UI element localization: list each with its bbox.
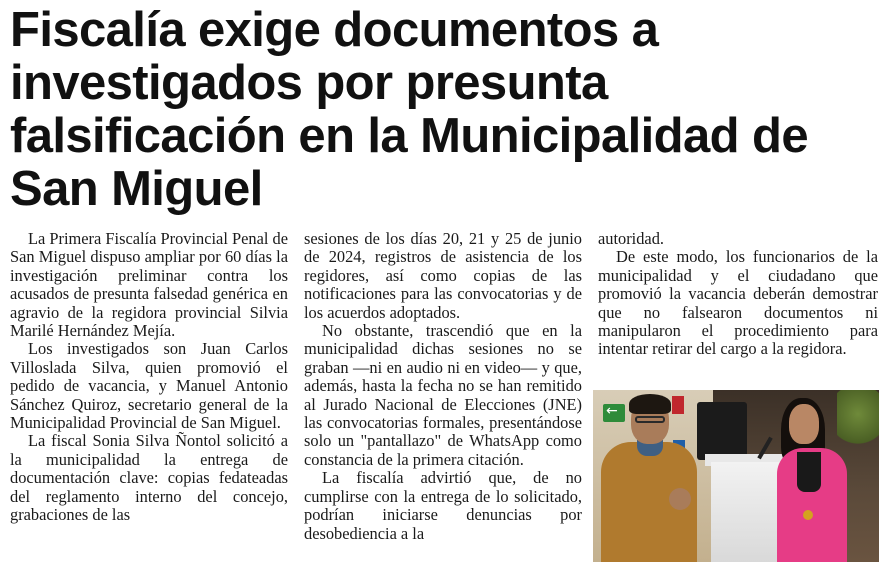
paragraph: No obstante, trascendió que en la municipalidad dichas sesiones no se graban —ni en audio ni en video— y que, además, hasta la fecha no se han remitido al Jurado Nacional de Elecciones (JNE) las convocatorias formales, presentándose solo un "pantallazo" de WhatsApp como constancia de la primera citación. bbox=[304, 321, 582, 469]
woman-inner-shirt bbox=[797, 452, 821, 492]
man-hand bbox=[669, 488, 691, 510]
plant-shape bbox=[837, 390, 879, 450]
paragraph: La fiscal Sonia Silva Ñontol solicitó a la municipalidad la entrega de documentación clave: copias fedateadas del reglamento interno del concejo, grabaciones de las bbox=[10, 431, 288, 525]
paragraph-continuation: autoridad. bbox=[598, 229, 664, 248]
paragraph-continuation: sesiones de los días 20, 21 y 25 de junio de 2024, registros de asistencia de los regidores, así como copias de las notificaciones para las convocatorias y de los acuerdos adoptados. bbox=[304, 229, 582, 322]
article-photo bbox=[593, 390, 879, 562]
exit-sign-icon bbox=[603, 404, 625, 422]
article-column-1 bbox=[10, 230, 288, 525]
article-headline: Fiscalía exige documentos a investigados por presunta falsificación en la Municipalidad de San Miguel bbox=[10, 3, 808, 216]
glasses-icon bbox=[635, 416, 665, 423]
woman-head bbox=[789, 404, 819, 444]
article-column-3 bbox=[598, 230, 878, 359]
article-column-2 bbox=[304, 230, 582, 543]
medal-icon bbox=[803, 510, 813, 520]
paragraph: La fiscalía advirtió que, de no cumplirse con la entrega de lo solicitado, podrían iniciarse denuncias por desobediencia a la bbox=[304, 468, 582, 543]
loudspeaker-shape bbox=[697, 402, 747, 460]
man-hair bbox=[629, 394, 671, 414]
paragraph: De este modo, los funcionarios de la municipalidad y el ciudadano que promovió la vacancia deberán demostrar que no falsearon documentos ni manipularon el procedimiento para intentar retirar del cargo a la regidora. bbox=[598, 247, 878, 359]
red-sign-shape bbox=[672, 396, 684, 414]
paragraph: Los investigados son Juan Carlos Villoslada Silva, quien promovió el pedido de vacancia, y Manuel Antonio Sánchez Quiroz, secretario general de la Municipalidad Provincial de San Miguel. bbox=[10, 339, 288, 433]
paragraph: La Primera Fiscalía Provincial Penal de San Miguel dispuso ampliar por 60 días la investigación preliminar contra los acusados de presunta falsedad genérica en agravio de la regidora provincial Silvia Marilé Hernández Mejía. bbox=[10, 229, 288, 341]
